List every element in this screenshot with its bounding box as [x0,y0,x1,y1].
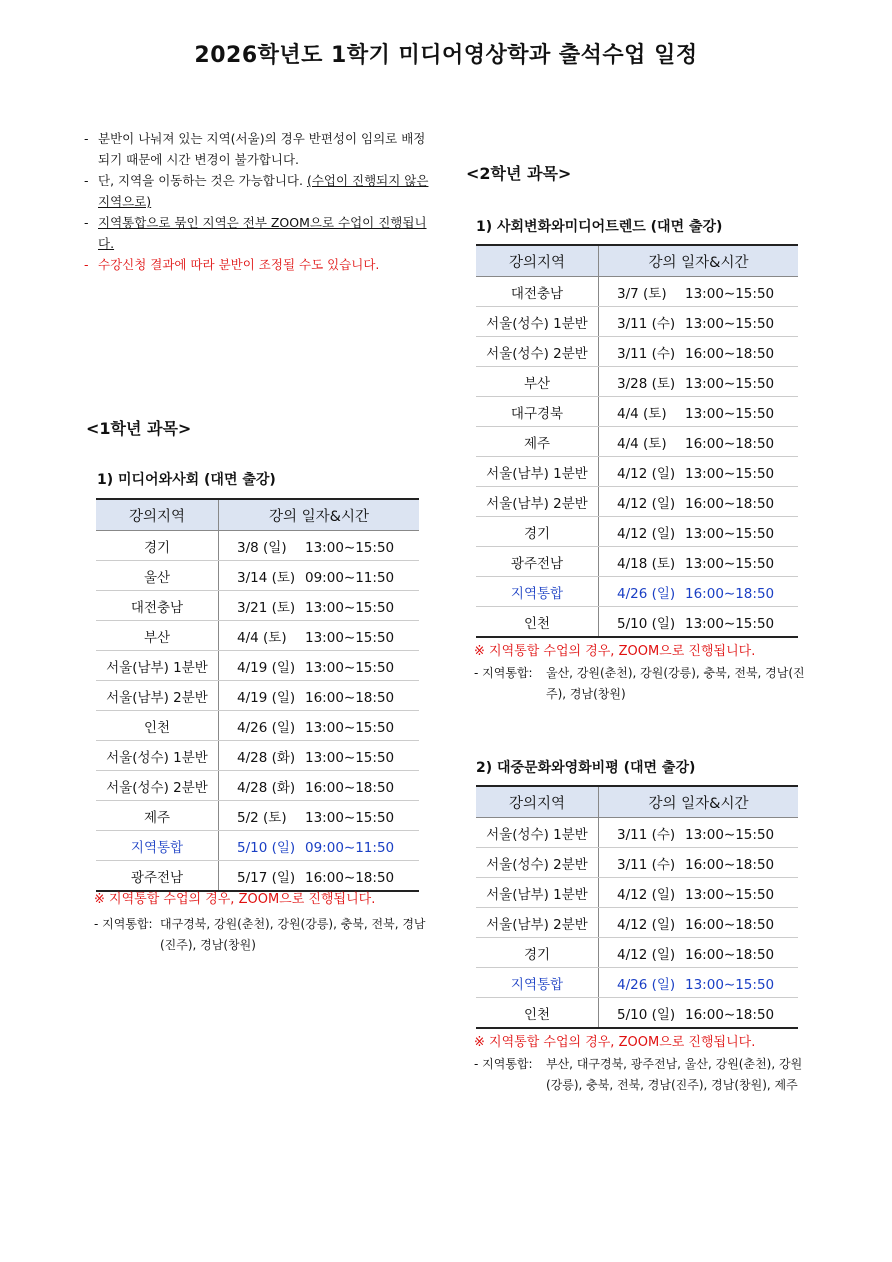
cell-region: 지역통합 [96,831,219,861]
cell-datetime [599,397,799,427]
table-row [96,681,419,711]
table-header-row [476,245,798,277]
cell-time: 13:00∼15:50 [305,719,395,736]
cell-time: 16:00∼18:50 [685,585,775,602]
year2-heading: <2학년 과목> [466,164,572,183]
cell-region: 부산 [96,621,219,651]
cell-datetime [599,367,799,397]
cell-datetime [599,547,799,577]
cell-date: 3/11 (수) [617,856,676,873]
table-row [476,938,798,968]
table-row [96,651,419,681]
cell-region: 서울(남부) 1분반 [476,457,599,487]
cell-region: 지역통합 [476,577,599,607]
col-header-datetime: 강의 일자&시간 [599,245,799,277]
cell-datetime [219,801,420,831]
cell-region: 서울(성수) 1분반 [476,818,599,848]
cell-datetime [599,607,799,638]
cell-datetime [599,908,799,938]
notice-list [84,128,434,275]
table-row [476,968,798,998]
notice-text: 수강신청 결과에 따라 분반이 조정될 수도 있습니다. [98,257,380,272]
cell-region: 서울(남부) 1분반 [476,878,599,908]
cell-date: 5/10 (일) [237,839,296,856]
table-row [476,577,798,607]
cell-date: 4/28 (화) [237,779,296,796]
table-row [96,831,419,861]
cell-date: 4/26 (일) [237,719,296,736]
col-header-region: 강의지역 [476,245,599,277]
cell-region: 서울(남부) 2분반 [476,487,599,517]
table-row [476,427,798,457]
year2-course1-title: 1) 사회변화와미디어트렌드 (대면 출강) [476,219,723,235]
cell-region: 서울(성수) 1분반 [476,307,599,337]
col-header-datetime: 강의 일자&시간 [599,786,799,818]
cell-time: 13:00∼15:50 [305,629,395,646]
table-row [476,607,798,638]
cell-time: 13:00∼15:50 [685,405,775,422]
notice-dash: - [84,131,89,146]
cell-date: 4/18 (토) [617,555,676,572]
cell-region: 경기 [476,517,599,547]
cell-region: 울산 [96,561,219,591]
notice-dash: - [84,257,89,272]
cell-time: 13:00∼15:50 [305,749,395,766]
table-row [476,547,798,577]
cell-date: 4/12 (일) [617,495,676,512]
cell-time: 13:00∼15:50 [685,525,775,542]
cell-datetime [219,711,420,741]
cell-time: 13:00∼15:50 [685,886,775,903]
table-row [476,878,798,908]
cell-date: 3/11 (수) [617,826,676,843]
cell-time: 13:00∼15:50 [305,809,395,826]
cell-datetime [599,337,799,367]
cell-time: 13:00∼15:50 [685,826,775,843]
table-row [476,307,798,337]
table-row [96,531,419,561]
cell-time: 16:00∼18:50 [685,495,775,512]
cell-time: 16:00∼18:50 [305,689,395,706]
year2-course2-region-note [474,1054,814,1096]
cell-date: 3/28 (토) [617,375,676,392]
cell-date: 4/26 (일) [617,976,676,993]
cell-date: 4/4 (토) [237,629,287,646]
year1-region-note [94,914,434,956]
region-note-list: 울산, 강원(춘천), 강원(강릉), 충북, 전북, 경남(진주), 경남(창원) [546,666,805,701]
notice-item [84,128,434,170]
year2-course2-table [476,785,798,1029]
cell-region: 인천 [476,998,599,1029]
cell-region: 대전충남 [476,277,599,307]
cell-time: 09:00∼11:50 [305,569,395,586]
cell-date: 4/26 (일) [617,585,676,602]
year1-course1-table [96,498,419,892]
notice-text: (수업이 진행되지 않은 지역으로) [98,173,429,209]
cell-time: 13:00∼15:50 [305,659,395,676]
cell-region: 대전충남 [96,591,219,621]
region-note-list: 대구경북, 강원(춘천), 강원(강릉), 충북, 전북, 경남(진주), 경남(창원) [160,917,426,952]
cell-date: 4/19 (일) [237,689,296,706]
cell-region: 서울(남부) 1분반 [96,651,219,681]
cell-datetime [219,741,420,771]
cell-time: 13:00∼15:50 [685,555,775,572]
col-header-datetime: 강의 일자&시간 [219,499,420,531]
table-header-row [476,786,798,818]
cell-region: 서울(성수) 1분반 [96,741,219,771]
cell-time: 13:00∼15:50 [685,285,775,302]
table-row [476,457,798,487]
cell-time: 16:00∼18:50 [305,869,395,886]
table-row [96,771,419,801]
cell-time: 16:00∼18:50 [685,856,775,873]
cell-time: 13:00∼15:50 [685,615,775,632]
cell-time: 13:00∼15:50 [685,465,775,482]
cell-time: 16:00∼18:50 [685,946,775,963]
cell-region: 인천 [476,607,599,638]
notice-dash: - [84,215,89,230]
table-row [96,591,419,621]
notice-text: 지역통합으로 묶인 지역은 전부 ZOOM으로 수업이 진행됩니다. [98,215,427,251]
notice-item [84,254,434,275]
cell-datetime [599,517,799,547]
cell-region: 제주 [96,801,219,831]
cell-datetime [599,998,799,1029]
cell-date: 3/11 (수) [617,315,676,332]
cell-time: 13:00∼15:50 [305,539,395,556]
year1-heading: <1학년 과목> [86,419,192,438]
table-row [476,908,798,938]
cell-region: 서울(성수) 2분반 [476,337,599,367]
cell-region: 경기 [476,938,599,968]
notice-item [84,212,434,254]
cell-datetime [219,831,420,861]
cell-date: 4/19 (일) [237,659,296,676]
cell-datetime [599,457,799,487]
table-row [96,801,419,831]
cell-time: 16:00∼18:50 [685,1006,775,1023]
cell-datetime [219,771,420,801]
cell-date: 4/12 (일) [617,465,676,482]
cell-datetime [219,561,420,591]
cell-date: 4/28 (화) [237,749,296,766]
cell-region: 서울(남부) 2분반 [96,681,219,711]
region-note-label: - 지역통합: [94,917,153,931]
cell-region: 광주전남 [476,547,599,577]
table-row [476,517,798,547]
cell-datetime [599,427,799,457]
cell-region: 서울(성수) 2분반 [476,848,599,878]
cell-datetime [599,968,799,998]
table-row [96,561,419,591]
cell-time: 09:00∼11:50 [305,839,395,856]
cell-date: 4/12 (일) [617,916,676,933]
cell-time: 16:00∼18:50 [305,779,395,796]
notice-text: 분반이 나눠져 있는 지역(서울)의 경우 반편성이 임의로 배정되기 때문에 시간 변경이 불가합니다. [98,131,426,167]
cell-date: 5/10 (일) [617,1006,676,1023]
table-row [96,711,419,741]
page-title: 2026학년도 1학기 미디어영상학과 출석수업 일정 [194,43,698,68]
cell-datetime [219,531,420,561]
table-row [96,861,419,892]
cell-time: 13:00∼15:50 [685,976,775,993]
cell-datetime [219,651,420,681]
cell-region: 서울(남부) 2분반 [476,908,599,938]
cell-time: 16:00∼18:50 [685,345,775,362]
table-row [476,818,798,848]
notice-dash: - [84,173,89,188]
cell-date: 3/8 (일) [237,539,287,556]
cell-time: 13:00∼15:50 [305,599,395,616]
cell-date: 3/11 (수) [617,345,676,362]
cell-datetime [599,277,799,307]
table-header-row [96,499,419,531]
cell-date: 4/4 (토) [617,435,667,452]
cell-date: 4/4 (토) [617,405,667,422]
table-row [96,741,419,771]
table-row [476,337,798,367]
table-row [476,277,798,307]
cell-datetime [219,621,420,651]
cell-time: 13:00∼15:50 [685,375,775,392]
cell-time: 16:00∼18:50 [685,435,775,452]
cell-datetime [599,307,799,337]
col-header-region: 강의지역 [96,499,219,531]
notice-item [84,170,434,212]
cell-datetime [599,878,799,908]
cell-date: 3/7 (토) [617,285,667,302]
cell-datetime [599,577,799,607]
year2-course2-zoom-note: ※ 지역통합 수업의 경우, ZOOM으로 진행됩니다. [474,1035,756,1050]
year2-course1-region-note [474,663,814,705]
cell-region: 경기 [96,531,219,561]
cell-region: 대구경북 [476,397,599,427]
cell-datetime [219,681,420,711]
year2-course1-zoom-note: ※ 지역통합 수업의 경우, ZOOM으로 진행됩니다. [474,644,756,659]
year2-course2-title: 2) 대중문화와영화비평 (대면 출강) [476,760,696,776]
cell-date: 3/21 (토) [237,599,296,616]
table-row [476,397,798,427]
col-header-region: 강의지역 [476,786,599,818]
cell-region: 부산 [476,367,599,397]
cell-datetime [599,848,799,878]
region-note-label: - 지역통합: [474,666,533,680]
cell-datetime [219,861,420,892]
table-row [476,998,798,1029]
cell-datetime [599,938,799,968]
cell-date: 5/2 (토) [237,809,287,826]
cell-region: 제주 [476,427,599,457]
notice-text: 단, 지역을 이동하는 것은 가능합니다. [98,173,307,188]
cell-datetime [219,591,420,621]
cell-datetime [599,818,799,848]
cell-time: 13:00∼15:50 [685,315,775,332]
cell-date: 5/10 (일) [617,615,676,632]
cell-date: 4/12 (일) [617,886,676,903]
year1-zoom-note: ※ 지역통합 수업의 경우, ZOOM으로 진행됩니다. [94,892,376,907]
table-row [476,367,798,397]
cell-date: 5/17 (일) [237,869,296,886]
table-row [476,848,798,878]
cell-datetime [599,487,799,517]
region-note-label: - 지역통합: [474,1057,533,1071]
cell-region: 서울(성수) 2분반 [96,771,219,801]
cell-region: 광주전남 [96,861,219,892]
table-row [476,487,798,517]
region-note-list: 부산, 대구경북, 광주전남, 울산, 강원(춘천), 강원(강릉), 충북, 전북, 경남(진주), 경남(창원), 제주 [546,1057,803,1092]
year1-course1-title: 1) 미디어와사회 (대면 출강) [97,472,276,488]
table-row [96,621,419,651]
cell-date: 3/14 (토) [237,569,296,586]
cell-region: 인천 [96,711,219,741]
cell-date: 4/12 (일) [617,525,676,542]
cell-date: 4/12 (일) [617,946,676,963]
cell-region: 지역통합 [476,968,599,998]
cell-time: 16:00∼18:50 [685,916,775,933]
year2-course1-table [476,244,798,638]
